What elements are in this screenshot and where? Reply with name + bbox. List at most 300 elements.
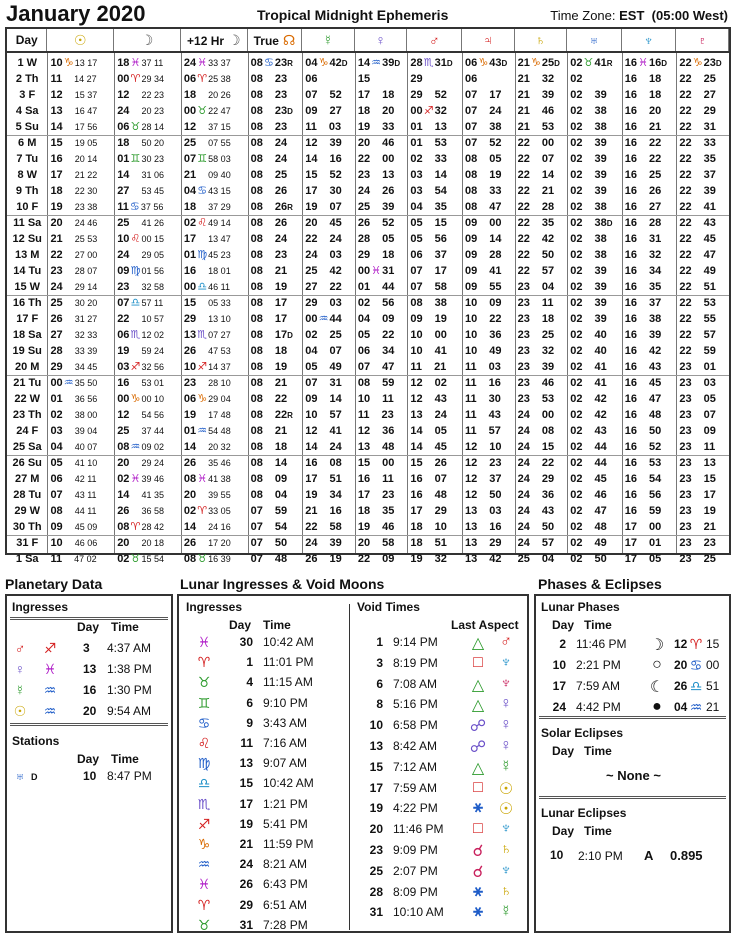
ephemeris-cell [251, 551, 301, 567]
sign-space [637, 311, 649, 327]
ephemeris-cell [410, 103, 460, 119]
ephemeris-cell [358, 183, 406, 199]
degree: 21 [517, 105, 530, 117]
ephemeris-cell [465, 135, 513, 151]
ephemeris-cell [184, 551, 246, 567]
sign-space [422, 359, 434, 375]
minutes: 20 32 [208, 442, 231, 452]
minutes: 21 [703, 521, 716, 533]
degree: 02 [117, 553, 130, 565]
sign-space [530, 231, 542, 247]
ephemeris-cell [50, 407, 112, 423]
planet-glyph-icon: ☊ [278, 32, 296, 48]
sign-space [263, 407, 275, 423]
ephemeris-row [7, 535, 729, 551]
degree: 17 [624, 553, 638, 565]
ephemeris-row [7, 263, 729, 279]
ephemeris-cell [251, 279, 301, 295]
ephemeris-cell [251, 535, 301, 551]
col-header [462, 29, 515, 51]
ephemeris-cell [518, 487, 566, 503]
ingress-time: 4:37 AM [107, 641, 152, 655]
sign-space [477, 551, 489, 567]
sign-space [582, 135, 594, 151]
ephemeris-cell [570, 103, 620, 119]
degree: 16 [624, 457, 638, 469]
degree: 08 [250, 329, 263, 341]
minutes: 35 [541, 217, 555, 229]
degree: 28 [357, 233, 371, 245]
minutes: 00 [541, 137, 555, 149]
degree: 10 [183, 361, 197, 373]
minutes: 37 15 [208, 122, 231, 132]
ephemeris-cell [305, 199, 353, 215]
degree: 10 [465, 345, 478, 357]
day-header: Day [552, 618, 575, 632]
degree: 08 [250, 377, 263, 389]
degree: 11 [410, 361, 423, 373]
ephemeris-cell [251, 215, 301, 231]
degree: 02 [570, 409, 583, 421]
minutes: 00 10 [141, 394, 164, 404]
degree: 02 [305, 329, 318, 341]
col-header [302, 29, 355, 51]
degree: 13 [465, 537, 478, 549]
ephemeris-cell [625, 327, 675, 343]
ephemeris-row [7, 439, 729, 456]
sign-space [637, 503, 649, 519]
lunar-ingress-day: 29 [239, 897, 253, 912]
motion-flag: R [287, 59, 293, 68]
ephemeris-cell [570, 135, 620, 151]
ephemeris-cell [305, 215, 353, 231]
sign-space [318, 183, 330, 199]
sign-space [63, 103, 75, 119]
sign-space [62, 71, 74, 87]
sign-space [477, 151, 489, 167]
divider [539, 716, 726, 719]
ephemeris-cell [305, 167, 353, 183]
sign-space [582, 87, 594, 103]
sign-space [63, 327, 75, 343]
ephemeris-cell [518, 311, 566, 327]
sign-space [370, 167, 382, 183]
minutes: 48 [382, 441, 395, 453]
ephemeris-cell [50, 279, 112, 295]
degree: 16 [624, 201, 638, 213]
sign-glyph-icon: ♒ [689, 699, 703, 715]
planet-glyph-icon: ☿ [322, 32, 334, 48]
minutes: 23 [274, 89, 288, 101]
void-time: 10:10 AM [393, 905, 444, 920]
lunar-ingress-day: 26 [239, 877, 253, 892]
sign-space [530, 327, 542, 343]
sign-space [582, 215, 594, 231]
minutes: 41 35 [141, 490, 164, 500]
ephemeris-cell [465, 471, 513, 487]
sign-space [263, 503, 275, 519]
minutes: 49 [329, 361, 342, 373]
minutes: 01 [703, 361, 716, 373]
ephemeris-cell [251, 391, 301, 407]
degree: 14 [305, 153, 318, 165]
sign-space [129, 247, 141, 263]
ephemeris-cell [50, 535, 112, 551]
degree: 16 [624, 281, 638, 293]
degree: 22 [305, 521, 318, 533]
sign-space [582, 423, 594, 439]
time-header: Time [584, 618, 612, 632]
degree: 14 [183, 521, 197, 533]
sign-space [477, 471, 489, 487]
sign-space [423, 199, 435, 215]
sign-space [692, 151, 704, 167]
lunar-ingress-time: 6:43 PM [263, 877, 308, 892]
ephemeris-cell [117, 551, 179, 567]
degree: 16 [624, 169, 638, 181]
degree: 20 [117, 537, 130, 549]
ephemeris-cell [465, 535, 513, 551]
minutes: 20 23 [141, 106, 164, 116]
degree: 16 [624, 377, 638, 389]
ephemeris-cell [625, 135, 675, 151]
minutes: 14 37 [208, 362, 231, 372]
ephemeris-cell [679, 151, 727, 167]
ephemeris-cell [465, 87, 513, 103]
ephemeris-cell [184, 471, 246, 487]
col-header [622, 29, 677, 51]
ephemeris-cell [465, 551, 513, 567]
ephemeris-cell [679, 375, 727, 391]
tz-label: Time Zone: [550, 8, 616, 23]
planet-glyph-icon: ☿ [500, 903, 512, 921]
void-day: 23 [369, 843, 383, 857]
ephemeris-cell [50, 231, 112, 247]
degree: 00 [357, 265, 371, 277]
ephemeris-subtitle: Tropical Midnight Ephemeris [257, 7, 449, 23]
minutes: 13 47 [208, 234, 231, 244]
ephemeris-cell [679, 215, 727, 231]
minutes: 25 [541, 329, 555, 341]
ephemeris-cell [410, 535, 460, 551]
sign-space [530, 151, 542, 167]
minutes: 35 50 [74, 378, 98, 388]
sign-space [63, 535, 75, 551]
time-header: Time [263, 618, 291, 632]
ephemeris-cell [679, 327, 727, 343]
minutes: 18 [649, 89, 662, 101]
ephemeris-row [7, 295, 729, 311]
ephemeris-cell [679, 391, 727, 407]
degree: 21 [517, 121, 530, 133]
sign-space [582, 359, 594, 375]
degree: 17 [357, 489, 371, 501]
degree: 23 [517, 281, 530, 293]
ephemeris-cell [518, 551, 566, 567]
ephemeris-row [7, 199, 729, 216]
minutes: 41 [489, 265, 502, 277]
degree: 23 [679, 441, 692, 453]
degree: 07 [50, 489, 63, 501]
minutes: 33 [489, 185, 502, 197]
aspect-glyph-icon: △ [471, 635, 485, 652]
ephemeris-cell [117, 167, 179, 183]
sign-space [530, 439, 542, 455]
minutes: 24 [434, 409, 447, 421]
degree: 16 [624, 121, 638, 133]
sign-space [129, 311, 141, 327]
sign-space [263, 311, 275, 327]
sign-glyph-icon: ♓ [130, 57, 141, 69]
station-flag: D [31, 772, 38, 782]
sign-space [530, 455, 542, 471]
sign-space [692, 471, 704, 487]
sign-space [530, 295, 542, 311]
ephemeris-cell [117, 263, 179, 279]
minutes: 59 [649, 505, 662, 517]
degree: 13 [183, 329, 197, 341]
aspect-glyph-icon: △ [471, 676, 485, 694]
col-header [248, 29, 303, 51]
sign-glyph-icon: ♑ [130, 393, 141, 405]
degree: 04 [357, 313, 371, 325]
degree: 00 [50, 377, 63, 389]
degree: 21 [183, 169, 197, 181]
ephemeris-cell [410, 551, 460, 567]
sign-space [370, 215, 382, 231]
void-day: 1 [376, 635, 383, 649]
sign-space [129, 103, 141, 119]
sign-space [477, 87, 489, 103]
sign-space [530, 215, 542, 231]
degree: 06 [410, 249, 423, 261]
ephemeris-cell: 7 Tu [16, 153, 39, 165]
ephemeris-row [7, 503, 729, 519]
degree: 26 [357, 217, 371, 229]
minutes: 22 [489, 313, 502, 325]
ephemeris-cell [518, 71, 566, 87]
minutes: 43 [489, 57, 502, 69]
phase-time: 7:59 AM [576, 679, 621, 693]
minutes: 11 [703, 441, 716, 453]
ephemeris-cell [465, 151, 513, 167]
sign-space [423, 215, 435, 231]
minutes: 23 [274, 57, 288, 69]
degree: 16 [624, 313, 638, 325]
degree: 22 [517, 185, 530, 197]
sign-space [196, 311, 208, 327]
sign-space [263, 487, 275, 503]
sign-space [63, 423, 75, 439]
degree: 09 [305, 105, 318, 117]
minutes: 05 [382, 233, 395, 245]
minutes: 43 [703, 217, 716, 229]
degree: 22 [117, 313, 130, 325]
phase-minutes: 15 [706, 637, 720, 651]
minutes: 34 [649, 265, 662, 277]
ingress-time: 9:54 AM [107, 704, 152, 718]
sign-space [263, 167, 275, 183]
sign-space [370, 279, 382, 295]
degree: 27 [305, 281, 318, 293]
sign-space [370, 295, 382, 311]
planet-glyph-icon: ☉ [498, 780, 514, 798]
ephemeris-cell [410, 183, 460, 199]
sign-space [318, 423, 330, 439]
sign-space [196, 487, 208, 503]
degree: 24 [517, 473, 530, 485]
ephemeris-cell [305, 375, 353, 391]
ephemeris-cell [358, 87, 406, 103]
minutes: 39 [329, 137, 342, 149]
ephemeris-cell [518, 519, 566, 535]
minutes: 31 06 [141, 170, 164, 180]
sign-glyph-icon: ♉ [130, 121, 141, 133]
sign-space [63, 151, 75, 167]
col-header-label: Day [15, 33, 38, 47]
degree: 08 [465, 169, 478, 181]
ephemeris-cell [465, 503, 513, 519]
minutes: 37 11 [141, 58, 164, 68]
sign-glyph-icon: ♒ [43, 703, 57, 719]
sign-space [477, 503, 489, 519]
sign-space [582, 471, 594, 487]
sign-space [692, 375, 704, 391]
sign-space [530, 263, 542, 279]
sign-space [370, 247, 382, 263]
sign-space [423, 503, 435, 519]
degree: 23 [679, 521, 692, 533]
ephemeris-cell [625, 407, 675, 423]
ephemeris-cell [50, 327, 112, 343]
sign-glyph-icon: ♒ [371, 57, 382, 69]
sign-space [582, 327, 594, 343]
minutes: 03 [703, 377, 716, 389]
lunar-ingress-day: 31 [239, 917, 253, 932]
minutes: 54 [274, 521, 288, 533]
degree: 16 [624, 217, 638, 229]
ephemeris-cell [625, 119, 675, 135]
ephemeris-cell [410, 311, 460, 327]
minutes: 21 [541, 185, 555, 197]
ephemeris-cell [625, 439, 675, 455]
sign-glyph-icon: ♋ [263, 57, 274, 69]
minutes: 00 15 [141, 234, 164, 244]
sign-space [370, 503, 382, 519]
sign-glyph-icon: ♎ [197, 281, 208, 293]
ephemeris-cell [117, 183, 179, 199]
degree: 17 [624, 537, 638, 549]
sign-space [582, 119, 594, 135]
ephemeris-cell [679, 183, 727, 199]
minutes: 47 [703, 249, 716, 261]
void-day: 10 [369, 718, 383, 733]
ephemeris-cell [117, 471, 179, 487]
day-header: Day [77, 752, 100, 766]
degree: 22 [679, 297, 692, 309]
ephemeris-row [7, 71, 729, 87]
sign-space [692, 247, 704, 263]
ephemeris-cell [184, 535, 246, 551]
ephemeris-cell [465, 423, 513, 439]
aspect-glyph-icon: ⚹ [473, 799, 483, 817]
degree: 12 [410, 393, 423, 405]
degree: 00 [117, 393, 130, 405]
minutes: 16 39 [208, 554, 231, 564]
sign-space [530, 503, 542, 519]
minutes: 15 [703, 473, 716, 485]
sign-glyph-icon: ♊ [130, 153, 141, 165]
minutes: 50 [489, 489, 502, 501]
minutes: 15 54 [141, 554, 164, 564]
minutes: 07 [329, 345, 342, 357]
degree: 16 [624, 361, 638, 373]
minutes: 23 [274, 121, 288, 133]
minutes: 16 47 [74, 106, 98, 116]
sign-space [582, 231, 594, 247]
lunar-ingress-day: 6 [246, 695, 253, 710]
sign-space [63, 487, 75, 503]
degree: 05 [357, 329, 371, 341]
ephemeris-row [7, 103, 729, 119]
degree: 20 [183, 489, 197, 501]
minutes: 55 [489, 281, 502, 293]
ephemeris-row [7, 215, 729, 231]
ephemeris-cell [625, 183, 675, 199]
degree: 11 [305, 121, 317, 133]
degree: 16 [117, 377, 130, 389]
degree: 02 [570, 217, 583, 229]
last-aspect-label: Last Aspect [451, 618, 519, 632]
sign-space [318, 199, 330, 215]
degree: 19 [183, 409, 197, 421]
minutes: 46 11 [208, 282, 231, 292]
minutes: 44 11 [74, 506, 97, 516]
degree: 18 [410, 521, 423, 533]
degree: 25 [357, 201, 371, 213]
minutes: 39 [594, 265, 607, 277]
sign-space [318, 535, 330, 551]
sign-space [318, 103, 330, 119]
sign-glyph-icon: ♈ [130, 73, 141, 85]
degree: 16 [624, 185, 638, 197]
sign-space [196, 439, 208, 455]
sign-glyph-icon: ♓ [371, 265, 382, 277]
lunar-ingress-day: 19 [239, 816, 253, 831]
sign-space [196, 407, 208, 423]
degree: 08 [465, 185, 478, 197]
degree: 29 [357, 249, 371, 261]
minutes: 18 01 [208, 266, 231, 276]
lunar-ingress-time: 7:28 PM [263, 917, 308, 932]
degree: 13 [357, 441, 371, 453]
ephemeris-cell [410, 55, 460, 71]
degree: 22 [679, 121, 692, 133]
sign-space [477, 135, 489, 151]
degree: 23 [517, 313, 530, 325]
sign-space [692, 119, 704, 135]
degree: 06 [50, 473, 63, 485]
minutes: 26 [274, 217, 288, 229]
degree: 11 [117, 201, 129, 213]
minutes: 47 [594, 505, 607, 517]
day-header: Day [229, 618, 252, 632]
degree: 02 [570, 361, 583, 373]
minutes: 44 [594, 441, 607, 453]
minutes: 38 [594, 217, 607, 229]
minutes: 18 [541, 313, 555, 325]
sign-space [582, 535, 594, 551]
